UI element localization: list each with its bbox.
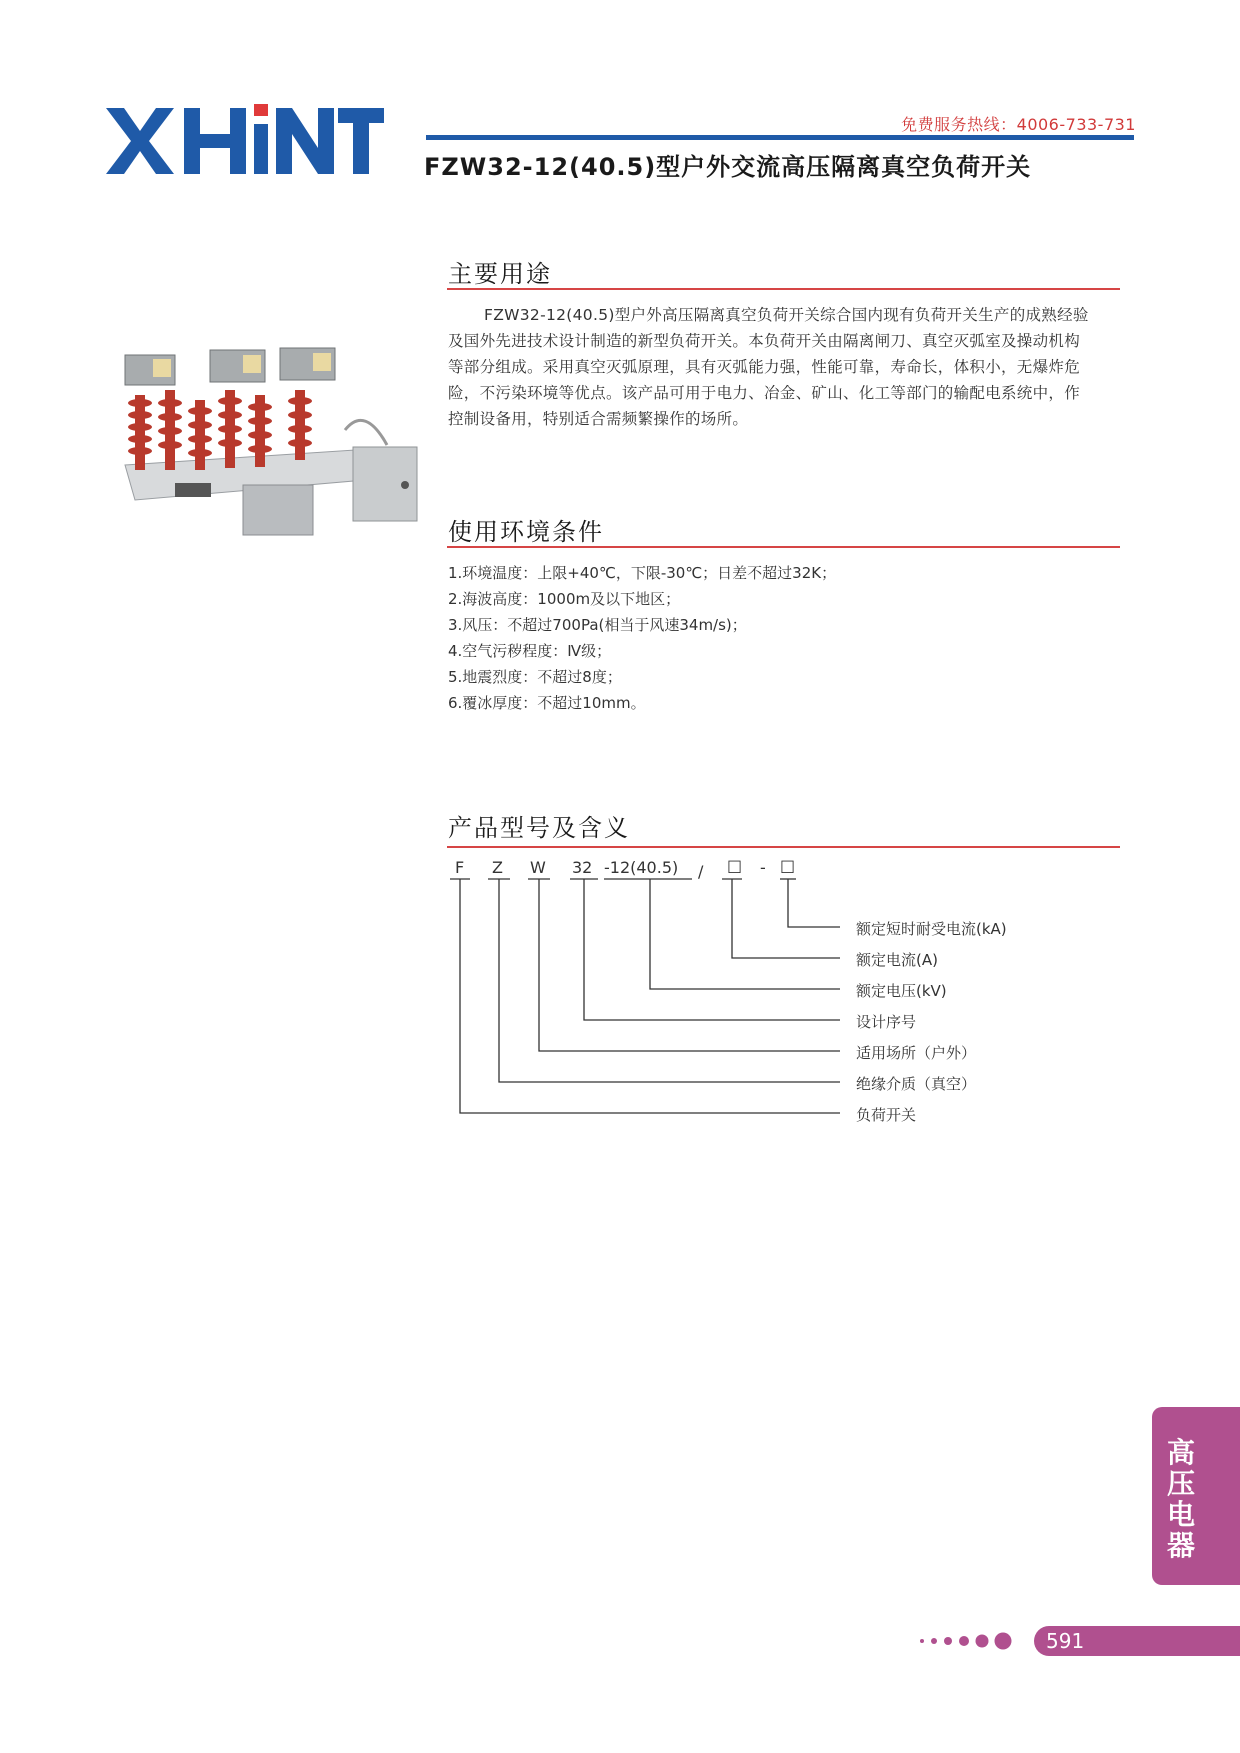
condition-item: 6.覆冰厚度：不超过10mm。 bbox=[448, 694, 646, 712]
conditions-section-title: 使用环境条件 bbox=[448, 518, 604, 546]
category-side-tab-label: 高压电器 bbox=[1166, 1436, 1195, 1562]
conditions-title-rule bbox=[447, 546, 1120, 548]
model-meaning-item: 设计序号 bbox=[856, 1013, 917, 1031]
header-divider bbox=[426, 135, 1134, 140]
page-dots-decoration bbox=[918, 1627, 1038, 1655]
model-code-w: W bbox=[530, 858, 546, 877]
usage-line-1: FZW32-12(40.5)型户外高压隔离真空负荷开关综合国内现有负荷开关生产的成熟经验 bbox=[484, 306, 1089, 324]
model-code-dash: - bbox=[760, 858, 766, 877]
condition-item: 2.海波高度：1000m及以下地区； bbox=[448, 590, 681, 608]
model-code-voltage: -12(40.5) bbox=[604, 858, 679, 877]
model-meaning-item: 额定电压(kV) bbox=[856, 982, 947, 1000]
model-bracket-tails bbox=[840, 918, 844, 1138]
model-meaning-item: 负荷开关 bbox=[856, 1106, 917, 1124]
model-code-32: 32 bbox=[572, 858, 593, 877]
model-code-f: F bbox=[455, 858, 465, 877]
condition-item: 4.空气污秽程度：Ⅳ级； bbox=[448, 642, 612, 660]
model-code-box-2: □ bbox=[780, 856, 796, 875]
model-code-slash: / bbox=[698, 862, 704, 881]
usage-line-5: 控制设备用，特别适合需频繁操作的场所。 bbox=[448, 410, 749, 428]
usage-line-4: 险，不污染环境等优点。该产品可用于电力、冶金、矿山、化工等部门的输配电系统中，作 bbox=[448, 384, 1081, 402]
model-code-box-1: □ bbox=[727, 856, 743, 875]
usage-line-3: 等部分组成。采用真空灭弧原理，具有灭弧能力强，性能可靠，寿命长，体积小，无爆炸危 bbox=[448, 358, 1081, 376]
usage-title-rule bbox=[447, 288, 1120, 290]
xhnt-logo bbox=[104, 104, 384, 178]
model-meaning-item: 适用场所（户外） bbox=[856, 1044, 977, 1062]
page-title: FZW32-12(40.5)型户外交流高压隔离真空负荷开关 bbox=[424, 153, 1032, 181]
usage-section-title: 主要用途 bbox=[448, 260, 552, 288]
condition-item: 5.地震烈度：不超过8度； bbox=[448, 668, 622, 686]
product-photo bbox=[115, 345, 433, 540]
page-number: 591 bbox=[1046, 1629, 1085, 1653]
condition-item: 3.风压：不超过700Pa(相当于风速34m/s)； bbox=[448, 616, 747, 634]
model-meaning-item: 额定短时耐受电流(kA) bbox=[856, 920, 1007, 938]
model-bracket-lines bbox=[440, 876, 840, 1116]
condition-item: 1.环境温度：上限+40℃，下限-30℃；日差不超过32K； bbox=[448, 564, 837, 582]
model-meaning-item: 绝缘介质（真空） bbox=[856, 1075, 977, 1093]
model-title-rule bbox=[447, 846, 1120, 848]
usage-line-2: 及国外先进技术设计制造的新型负荷开关。本负荷开关由隔离闸刀、真空灭弧室及操动机构 bbox=[448, 332, 1081, 350]
model-meaning-item: 额定电流(A) bbox=[856, 951, 938, 969]
model-code-z: Z bbox=[492, 858, 503, 877]
hotline-text: 免费服务热线：4006-733-731 bbox=[901, 115, 1136, 134]
model-section-title: 产品型号及含义 bbox=[448, 814, 630, 842]
